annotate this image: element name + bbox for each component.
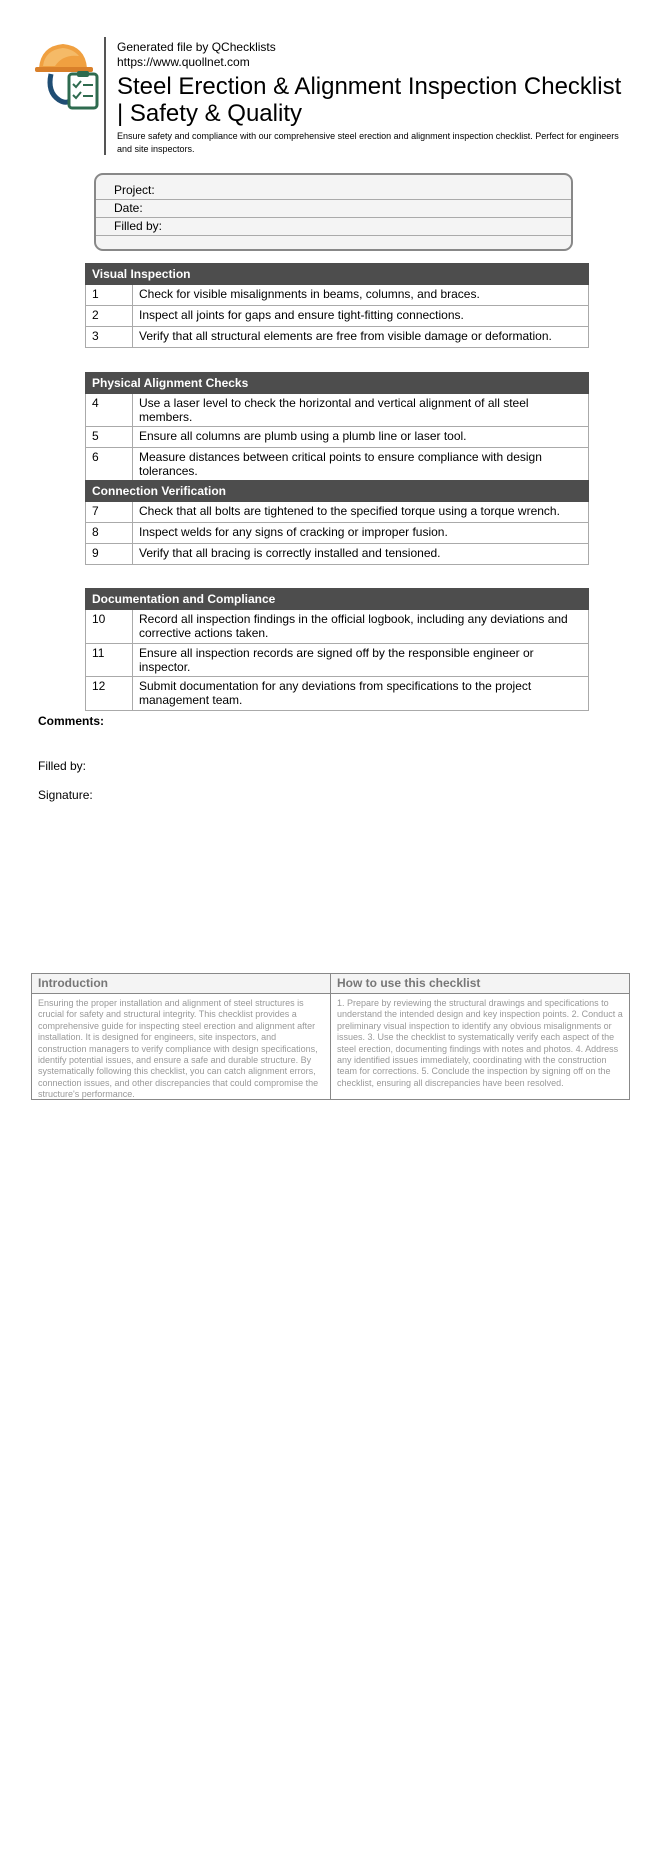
page-title: Steel Erection & Alignment Inspection Checklist | Safety & Quality [117, 73, 622, 127]
item-number: 3 [86, 327, 133, 348]
comments-label: Comments: [38, 714, 105, 728]
section-physical-alignment-checks [85, 372, 589, 481]
item-text: Verify that all structural elements are free from visible damage or deformation. [133, 327, 589, 348]
item-number: 7 [86, 502, 133, 523]
item-text: Verify that all bracing is correctly installed and tensioned. [133, 544, 589, 565]
filled-by-field[interactable]: Filled by: [96, 218, 571, 236]
section-documentation-and-compliance [85, 588, 589, 711]
item-text: Use a laser level to check the horizontal and vertical alignment of all steel members. [133, 394, 589, 427]
item-number: 6 [86, 448, 133, 481]
how-to-use-text: 1. Prepare by reviewing the structural drawings and specifications to understand the intended design and key inspection points. 2. Conduct a preliminary visual inspection to identify any obvious misalignments or issues. 3. Use the checklist to systematically verify each aspect of the steel erection, documenting findings with notes and photos. 4. Address any identified issues immediately, coordinating with the construction team for corrections. 5. Conclude the inspection by signing off on the checklist, ensuring all discrepancies have been resolved. [337, 998, 623, 1088]
item-number: 12 [86, 677, 133, 711]
item-text: Ensure all columns are plumb using a plumb line or laser tool. [133, 427, 589, 448]
item-text: Submit documentation for any deviations from specifications to the project management team. [133, 677, 589, 711]
how-to-use-heading: How to use this checklist [331, 974, 629, 994]
checklist-info-table [31, 973, 630, 1100]
item-text: Inspect all joints for gaps and ensure tight-fitting connections. [133, 306, 589, 327]
how-to-use-column [330, 974, 629, 1099]
checklist-row[interactable] [86, 610, 589, 644]
section-connection-verification [85, 480, 589, 565]
checklist-row[interactable] [86, 523, 589, 544]
checklist-row[interactable] [86, 644, 589, 677]
checklist-row[interactable] [86, 677, 589, 711]
item-number: 4 [86, 394, 133, 427]
introduction-column [32, 974, 330, 1099]
introduction-heading: Introduction [32, 974, 330, 994]
section-title: Physical Alignment Checks [86, 373, 589, 394]
item-number: 11 [86, 644, 133, 677]
checklist-row[interactable] [86, 448, 589, 481]
project-field[interactable]: Project: [96, 182, 571, 200]
item-text: Measure distances between critical points to ensure compliance with design tolerances. [133, 448, 589, 481]
item-number: 8 [86, 523, 133, 544]
signature-label: Signature: [38, 788, 93, 802]
item-number: 9 [86, 544, 133, 565]
qchecklists-logo-icon [33, 40, 103, 112]
generated-by-text: Generated file by QChecklists [117, 40, 276, 54]
section-title: Documentation and Compliance [86, 589, 589, 610]
source-url-link[interactable]: https://www.quollnet.com [117, 55, 250, 69]
checklist-row[interactable] [86, 285, 589, 306]
checklist-row[interactable] [86, 394, 589, 427]
header-divider [104, 37, 106, 155]
checklist-row[interactable] [86, 502, 589, 523]
item-text: Check for visible misalignments in beams, columns, and braces. [133, 285, 589, 306]
item-text: Inspect welds for any signs of cracking or improper fusion. [133, 523, 589, 544]
page-description: Ensure safety and compliance with our comprehensive steel erection and alignment inspection checklist. Perfect for engineers and site inspectors. [117, 131, 619, 154]
checklist-row[interactable] [86, 427, 589, 448]
item-number: 5 [86, 427, 133, 448]
date-field[interactable]: Date: [96, 200, 571, 218]
item-text: Ensure all inspection records are signed off by the responsible engineer or inspector. [133, 644, 589, 677]
project-info-box [94, 173, 573, 251]
filled-by-label: Filled by: [38, 759, 87, 773]
checklist-row[interactable] [86, 327, 589, 348]
section-visual-inspection [85, 263, 589, 348]
item-text: Record all inspection findings in the official logbook, including any deviations and corrective actions taken. [133, 610, 589, 644]
item-text: Check that all bolts are tightened to the specified torque using a torque wrench. [133, 502, 589, 523]
item-number: 10 [86, 610, 133, 644]
item-number: 2 [86, 306, 133, 327]
introduction-text: Ensuring the proper installation and alignment of steel structures is crucial for safety and structural integrity. This checklist provides a comprehensive guide for inspecting steel erection and alignment after installation. It is designed for engineers, site inspectors, and construction managers to verify compliance with design specifications, identify potential issues, and ensure a safe and durable structure. By systematically following this checklist, you can catch alignment errors, connection issues, and other discrepancies that could compromise the structure's performance. [38, 998, 319, 1100]
checklist-row[interactable] [86, 306, 589, 327]
checklist-row[interactable] [86, 544, 589, 565]
page-header [117, 40, 622, 156]
section-title: Visual Inspection [86, 264, 589, 285]
section-title: Connection Verification [86, 481, 589, 502]
item-number: 1 [86, 285, 133, 306]
